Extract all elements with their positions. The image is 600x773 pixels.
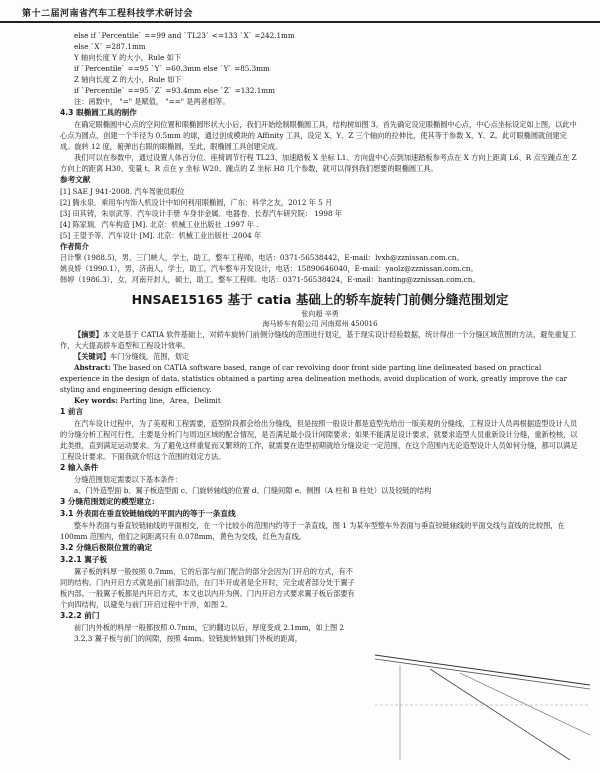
section-heading: 1 前言: [60, 407, 84, 416]
keywords-en-text: Parting line，Area，Delimit: [120, 396, 221, 405]
author-bio: 姚良娇（1990.1），男，济南人，学士，助工，汽车整车开发设计，电话：15890646040，E-mail：yaolz@zznissan.com.cn。: [60, 264, 478, 273]
code-line: Z 轴向长度 Z 的大小，Rule 如下: [74, 75, 182, 84]
abstract-en-label: Abstract:: [74, 363, 111, 372]
abstract-en: [60, 362, 580, 395]
fig2-diagram: [370, 645, 595, 770]
keywords-cn-text: 车门分缝线，范围，划定: [109, 352, 190, 361]
code-line: else if `Percentile` ==99 and `TL23` <=133 `X` =242.1mm: [74, 31, 295, 40]
subsection-heading: 3.2 分缝后极限位置的确定: [60, 543, 153, 552]
author-bio: 吕计擎 (1988.5)，男，三门峡人，学士，助工，整车工程师，电话：0371-56538442，E-mail：lvxh@zznissan.com.cn。: [60, 253, 464, 262]
abstract-en-text: The based on CATIA software based, range of car revolving door front side parting line delineated based on practical experience in the design of data, statistics obtained a parting area delineation methods, avoid duplication of work, greatly improve the car styling and engineering design efficiency.: [60, 363, 568, 394]
paper-authors: 张向超 辛勇: [301, 310, 339, 318]
references-heading: 参考文献: [60, 175, 91, 184]
reference-item: [5] 王望予等．汽车设计 [M]. 北京：机械工业出版社 .2004 年: [60, 231, 262, 240]
reference-item: [4] 陈家瑞．汽车构造 [M]. 北京：机械工业出版社 .1997 年 .: [60, 220, 259, 229]
reference-item: [2] 腾永泉．乘用车内饰人机设计中如何利用眼椭圆，广东：科学之友，2012 年 5 月: [60, 198, 333, 207]
abstract-cn-text: 本文是基于 CATIA 软件基础上，对轿车旋转门前侧分缝线的范围进行划定，基于现实设计经验数据，统计得出一个分缝区域范围的方法，避免重复工作，大大提高轿车造型和工程设计效率。: [60, 330, 577, 350]
code-line: Y 轴向长度 Y 的大小，Rule 如下: [74, 53, 182, 62]
paragraph: a、门外造型面 b、翼子板造型面 c、门旋转轴线的位置 d、门缝间隙 e、侧围（A 柱和 B 柱处）以及铰链的结构: [74, 486, 432, 495]
paragraph: 我们可以在参数中，通过设置人体百分位、座椅调节行程 TL23、加速踏板 X 坐标 L1、方向盘中心点到加速踏板参考点在 X 方向上距离 L6、R 点至踵点在 Z 方向上的距离 H30、变量 t、R 点在 y 坐标 W20、踵点的 Z 坐标 H8 几个参数，就可以得到我们想要的眼椭圆工具。: [60, 153, 577, 173]
subsection-heading: 3.2.2 前门: [60, 611, 100, 620]
page-header: [0, 0, 600, 22]
code-block: [60, 30, 580, 107]
code-line: if `Percentile` ==95 `Z` =93.4mm else `Z` =132.1mm: [74, 86, 275, 95]
paper-title: HNSAE15165 基于 catia 基础上的轿车旋转门前侧分缝范围划定: [131, 292, 509, 307]
author-bio: 韩婷（1986.3），女，河南开封人，硕士，助工，整车工程师。电话：0371-56538424，E-mail：hanting@zznissan.com.cn。: [60, 275, 480, 284]
author-bio-heading: 作者简介: [60, 242, 89, 251]
paragraph: 在汽车设计过程中，为了美观和工程需要，造型阶段都会给出分缝线，但是按照一般设计都是造型先给出一版美观的分缝线，工程设计人员再根据造型设计人员的分缝分析工程可行性，主要是分析门与周边区域的配合情况，是否满足最小设计间隙要求；如果不能满足设计要求，就要求造型人员重新设计分缝，重新校核，以此类推，直到满足运动要求。为了避免这样重复而又繁琐的工作，就需要在造型初期就给分缝设定一定范围，在这个范围内无论造型设计人员如何分缝，都可以满足工程设计要求。下面我就介绍这个范围的划定方法。: [60, 419, 578, 461]
abstract-cn: [60, 329, 580, 351]
section-heading: 3 分缝范围划定的模型建立：: [60, 497, 160, 506]
code-line: if `Percentile` ==95 `Y` =60.3mm else `Y` =85.3mm: [74, 64, 270, 73]
keywords-en: [60, 395, 580, 406]
code-line: else `X` =287.1mm: [74, 42, 146, 51]
paragraph: 整车外表面与垂直铰链轴线的平面相交，在一个比较小的范围内约等于一条直线，图 1 为某车型整车外表面与垂直铰链轴线的平面交线与直线的比较图，在 100mm 范围内，他们之间距离只有 0.078mm，黄色为交线，红色为直线。: [60, 521, 565, 541]
keywords-en-label: Key words:: [74, 396, 118, 405]
reference-item: [1] SAE J 941-2008. 汽车驾驶员眼位: [60, 187, 185, 196]
paragraph: 前门内外板的料厚一般都按照 0.7mm，它的翻边以后，厚度变成 2.1mm，如上图 2: [74, 623, 344, 632]
section-heading: 2 输入条件: [60, 463, 99, 472]
keywords-cn-label: 【关键词】: [74, 352, 110, 361]
paragraph: 在确定眼椭圆中心点的空间位置和眼椭圆形状大小后，我们开始绘制眼椭圆工具，结构树如图 3。首先确定设定眼椭圆中心点，中心点坐标设定如上图，以此中心点为圆点，创建一个半径为 0.5mm 的球，通过创成模块的 Affinity 工具，设定 X、Y、Z 三个轴向的拉伸比，使其等于参数 X、Y、Z。此可眼椭圆就创建完成。旋转 12 度，俯弹出右眼的眼椭圆，至此，眼椭圆工具创建完成。: [60, 120, 577, 151]
page-content: [60, 30, 580, 644]
abstract-cn-label: 【摘要】: [74, 330, 103, 339]
section-heading: 4.3 眼椭圆工具的制作: [60, 108, 137, 117]
code-line: 注：函数中， "=" 是赋值， "==" 是两者相等。: [74, 97, 230, 106]
keywords-cn: [60, 351, 580, 362]
subsection-heading: 3.1 外表面在垂直铰链轴线的平面内的等于一条直线: [60, 509, 236, 518]
paragraph: 翼子板的料厚一般按照 0.7mm，它的后部与前门配合的部分会因为门开启的方式，有不同的结构。门内开启方式就是前门前部边沿，在门半开或者是全开时，完全或者部分处于翼子板内部。一般翼子板都是内开启方式，本文也以内开为例。门内开启方式要求翼子板后部要有个向四结构，以避免与前门开启过程中干涉，如图 2。: [60, 567, 355, 609]
paper-affiliation: 海马轿车有限公司 河南郑州 450016: [262, 320, 378, 328]
paragraph: 分缝范围划定需要以下基本条件：: [74, 475, 182, 484]
paragraph: 3.2.3 翼子板与前门的间隙，按照 4mm。铰链旋转轴到门外板的距离，: [74, 634, 302, 643]
subsection-heading: 3.2.1 翼子板: [60, 555, 108, 564]
conference-title: 第十二届河南省汽车工程科技学术研讨会: [22, 9, 194, 19]
header-rule: [0, 21, 600, 23]
reference-item: [3] 田其铸，朱崇武等．汽车设计手册 车身非金属．电器卷．长春汽车研究院： 1998 年: [60, 209, 342, 218]
figure-background: [370, 645, 595, 770]
